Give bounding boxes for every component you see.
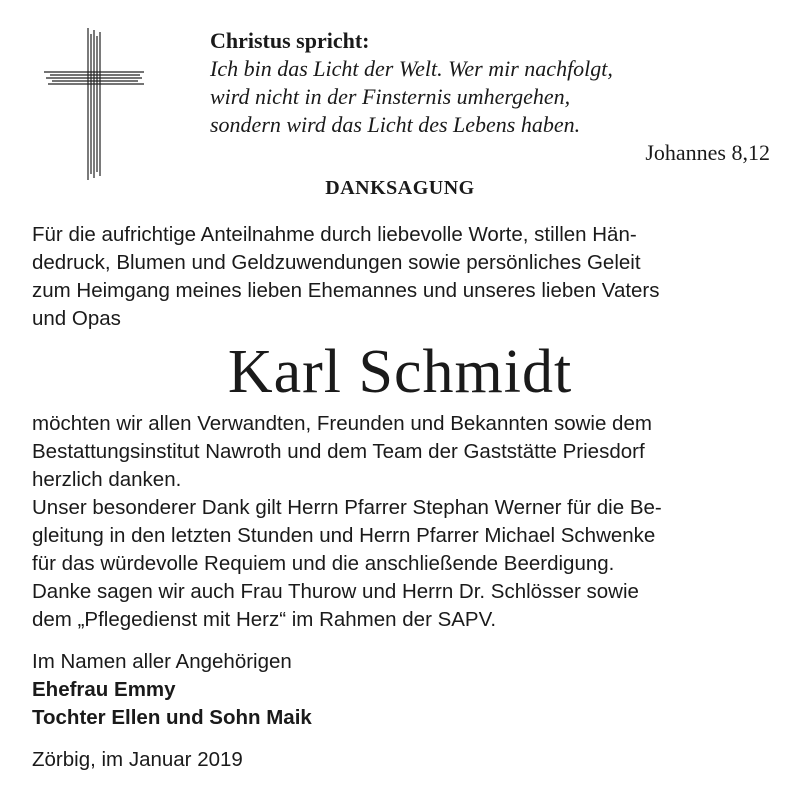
thanks-line-4: Unser besonderer Dank gilt Herrn Pfarrer Stephan Werner für die Be- <box>32 496 662 519</box>
signature-intro: Im Namen aller Angehörigen <box>32 650 292 673</box>
quote-line-1: Ich bin das Licht der Welt. Wer mir nachfolgt, <box>210 56 613 81</box>
deceased-name: Karl Schmidt <box>227 338 573 406</box>
intro-line-3: zum Heimgang meines lieben Ehemannes und unseres lieben Vaters <box>32 279 660 302</box>
signature-name-2: Tochter Ellen und Sohn Maik <box>32 706 312 729</box>
thanks-line-1: möchten wir allen Verwandten, Freunden und Bekannten sowie dem <box>32 412 652 435</box>
quote-source: Johannes 8,12 <box>645 140 770 165</box>
intro-line-2: dedruck, Blumen und Geldzuwendungen sowie persönliches Geleit <box>32 251 641 274</box>
signature-name-1: Ehefrau Emmy <box>32 678 176 701</box>
notice-heading: DANKSAGUNG <box>325 177 475 199</box>
thanks-line-3: herzlich danken. <box>32 468 182 491</box>
thanks-line-7: Danke sagen wir auch Frau Thurow und Herrn Dr. Schlösser sowie <box>32 580 639 603</box>
thanks-line-6: für das würdevolle Requiem und die anschließende Beerdigung. <box>32 552 615 575</box>
intro-line-4: und Opas <box>32 307 121 330</box>
thanks-line-8: dem „Pflegedienst mit Herz“ im Rahmen der SAPV. <box>32 608 497 631</box>
thanks-line-2: Bestattungsinstitut Nawroth und dem Team der Gaststätte Priesdorf <box>32 440 645 463</box>
quote-line-2: wird nicht in der Finsternis umhergehen, <box>210 84 571 109</box>
intro-line-1: Für die aufrichtige Anteilnahme durch liebevolle Worte, stillen Hän- <box>32 223 637 246</box>
quote-heading: Christus spricht: <box>210 28 370 53</box>
place-date: Zörbig, im Januar 2019 <box>32 748 243 771</box>
quote-line-3: sondern wird das Licht des Lebens haben. <box>210 112 581 137</box>
thanks-line-5: gleitung in den letzten Stunden und Herrn Pfarrer Michael Schwenke <box>32 524 656 547</box>
cross-icon <box>44 28 144 180</box>
